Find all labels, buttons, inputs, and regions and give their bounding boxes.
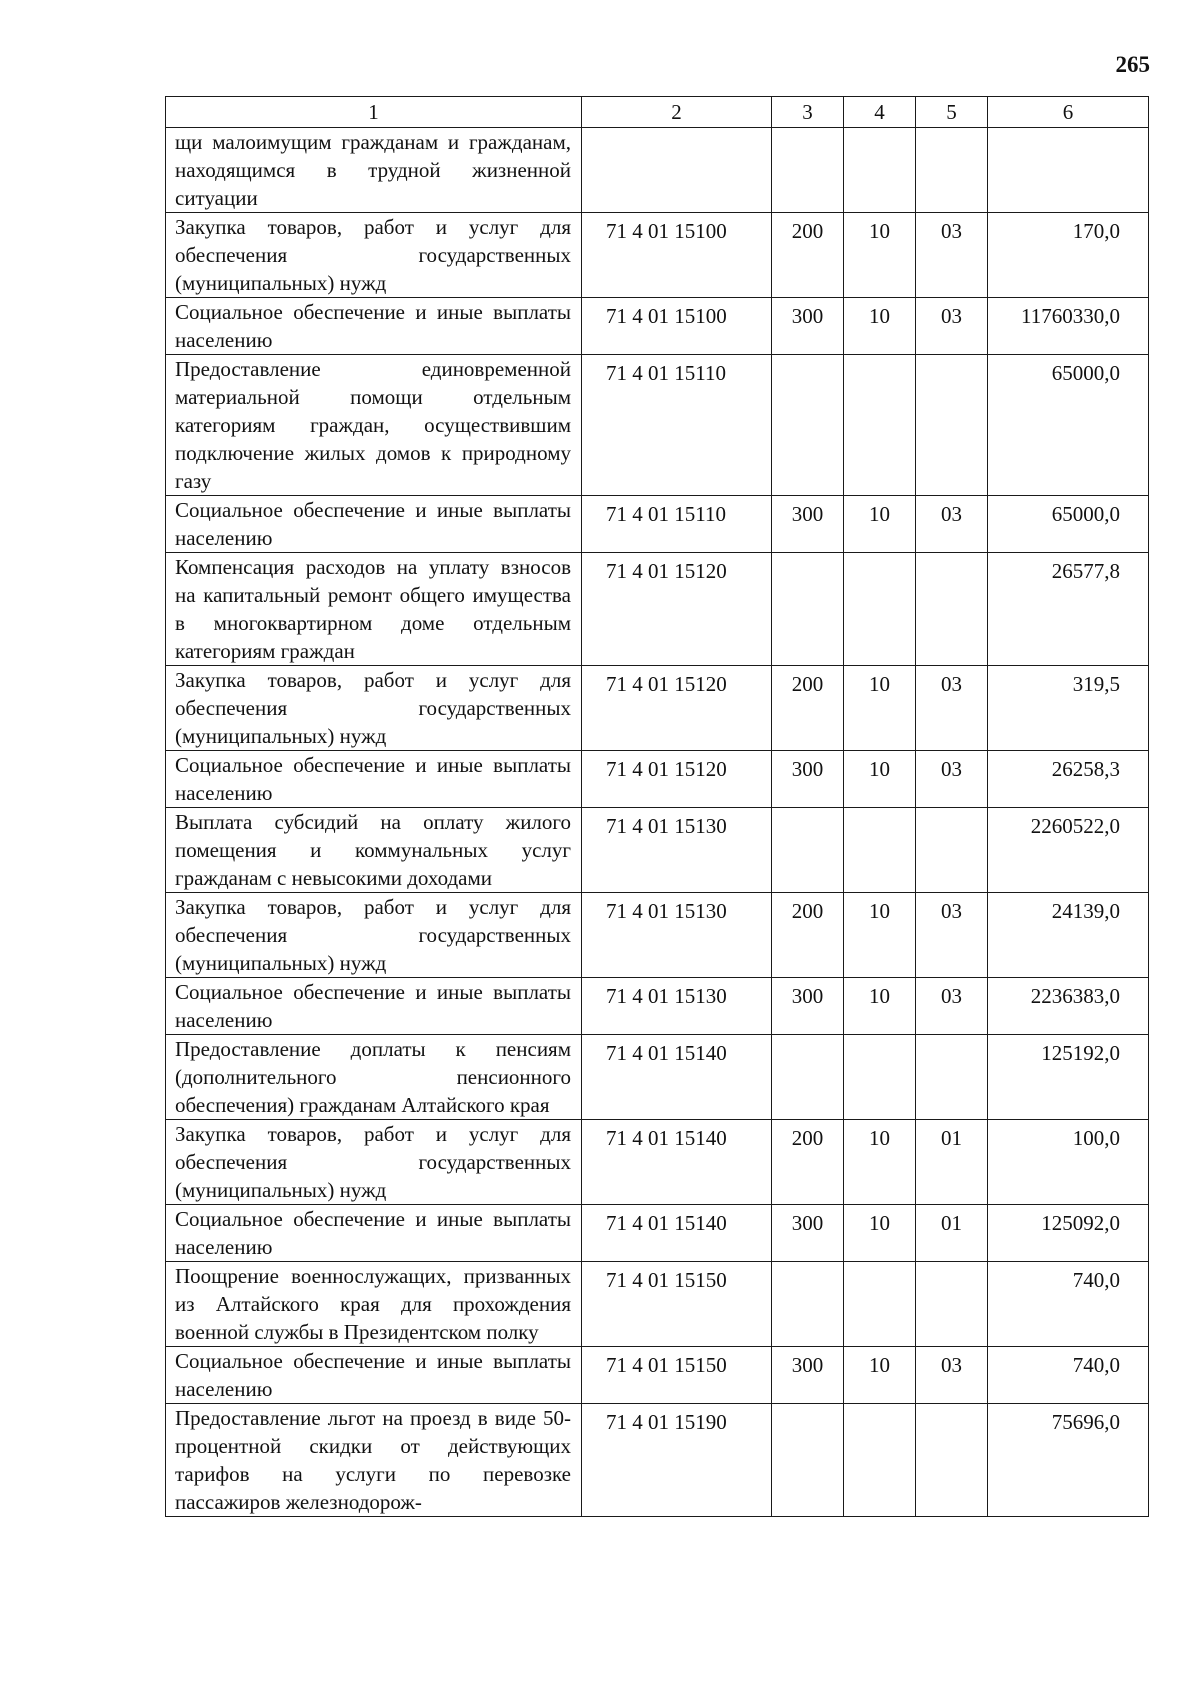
- row-col5-cell: 03: [916, 978, 988, 1035]
- table-row: [166, 1347, 1149, 1404]
- table-row: [166, 355, 1149, 496]
- row-col3-cell: [772, 1262, 844, 1347]
- column-header: 1: [166, 97, 582, 128]
- row-sum-cell: 740,0: [988, 1262, 1149, 1347]
- row-name-cell: Социальное обеспечение и иные выплаты населению: [166, 298, 582, 355]
- row-sum-cell: 2260522,0: [988, 808, 1149, 893]
- row-name-cell: Социальное обеспечение и иные выплаты населению: [166, 1205, 582, 1262]
- row-sum-cell: 65000,0: [988, 496, 1149, 553]
- row-col5-cell: 03: [916, 666, 988, 751]
- row-col3-cell: [772, 1035, 844, 1120]
- row-sum-cell: 2236383,0: [988, 978, 1149, 1035]
- table-row: [166, 751, 1149, 808]
- row-code-cell: 71 4 01 15130: [582, 808, 772, 893]
- column-header: 2: [582, 97, 772, 128]
- row-code-cell: 71 4 01 15130: [582, 978, 772, 1035]
- row-col4-cell: 10: [844, 496, 916, 553]
- row-col4-cell: [844, 128, 916, 213]
- row-col5-cell: [916, 128, 988, 213]
- row-name-cell: Социальное обеспечение и иные выплаты населению: [166, 978, 582, 1035]
- row-col5-cell: [916, 808, 988, 893]
- row-sum-cell: 26258,3: [988, 751, 1149, 808]
- row-code-cell: 71 4 01 15140: [582, 1120, 772, 1205]
- row-col5-cell: [916, 1404, 988, 1517]
- row-col5-cell: [916, 355, 988, 496]
- row-col3-cell: 300: [772, 496, 844, 553]
- row-code-cell: 71 4 01 15110: [582, 355, 772, 496]
- row-sum-cell: 319,5: [988, 666, 1149, 751]
- row-col5-cell: [916, 553, 988, 666]
- row-name-cell: Предоставление доплаты к пенсиям (дополнительного пенсионного обеспечения) гражданам Алтайского края: [166, 1035, 582, 1120]
- row-col4-cell: 10: [844, 298, 916, 355]
- row-col3-cell: 300: [772, 298, 844, 355]
- row-col4-cell: 10: [844, 666, 916, 751]
- table-row: [166, 128, 1149, 213]
- row-col4-cell: 10: [844, 213, 916, 298]
- row-code-cell: 71 4 01 15190: [582, 1404, 772, 1517]
- column-header: 5: [916, 97, 988, 128]
- row-col5-cell: 03: [916, 496, 988, 553]
- row-name-cell: Закупка товаров, работ и услуг для обеспечения государственных (муниципальных) нужд: [166, 1120, 582, 1205]
- row-col5-cell: [916, 1262, 988, 1347]
- row-col3-cell: [772, 553, 844, 666]
- row-name-cell: Закупка товаров, работ и услуг для обеспечения государственных (муниципальных) нужд: [166, 893, 582, 978]
- row-code-cell: 71 4 01 15120: [582, 751, 772, 808]
- row-col3-cell: 200: [772, 213, 844, 298]
- row-col4-cell: 10: [844, 1120, 916, 1205]
- table-row: [166, 978, 1149, 1035]
- row-code-cell: 71 4 01 15150: [582, 1262, 772, 1347]
- row-col5-cell: 01: [916, 1120, 988, 1205]
- row-name-cell: Выплата субсидий на оплату жилого помещения и коммунальных услуг гражданам с невысокими доходами: [166, 808, 582, 893]
- row-code-cell: 71 4 01 15140: [582, 1035, 772, 1120]
- table-row: [166, 808, 1149, 893]
- row-code-cell: 71 4 01 15140: [582, 1205, 772, 1262]
- row-col5-cell: [916, 1035, 988, 1120]
- row-col4-cell: [844, 355, 916, 496]
- row-col3-cell: 200: [772, 1120, 844, 1205]
- row-name-cell: Социальное обеспечение и иные выплаты населению: [166, 1347, 582, 1404]
- table-row: [166, 893, 1149, 978]
- header-row: [166, 97, 1149, 128]
- row-col4-cell: 10: [844, 751, 916, 808]
- row-code-cell: 71 4 01 15150: [582, 1347, 772, 1404]
- row-sum-cell: 170,0: [988, 213, 1149, 298]
- row-name-cell: Предоставление льгот на проезд в виде 50-процентной скидки от действующих тарифов на услуги по перевозке пассажиров железнодорож-: [166, 1404, 582, 1517]
- row-name-cell: Закупка товаров, работ и услуг для обеспечения государственных (муниципальных) нужд: [166, 213, 582, 298]
- row-col3-cell: [772, 808, 844, 893]
- row-code-cell: [582, 128, 772, 213]
- row-col4-cell: [844, 553, 916, 666]
- row-code-cell: 71 4 01 15100: [582, 213, 772, 298]
- row-col5-cell: 01: [916, 1205, 988, 1262]
- row-name-cell: Поощрение военнослужащих, призванных из Алтайского края для прохождения военной службы в Президентском полку: [166, 1262, 582, 1347]
- row-col3-cell: 300: [772, 751, 844, 808]
- row-col4-cell: 10: [844, 893, 916, 978]
- row-col4-cell: [844, 1035, 916, 1120]
- table-row: [166, 1262, 1149, 1347]
- row-name-cell: Предоставление единовременной материальной помощи отдельным категориям граждан, осуществившим подключение жилых домов к природному газу: [166, 355, 582, 496]
- row-sum-cell: 75696,0: [988, 1404, 1149, 1517]
- row-col5-cell: 03: [916, 298, 988, 355]
- row-col3-cell: [772, 355, 844, 496]
- row-col3-cell: [772, 1404, 844, 1517]
- row-col3-cell: 300: [772, 1347, 844, 1404]
- row-sum-cell: 24139,0: [988, 893, 1149, 978]
- table-row: [166, 666, 1149, 751]
- row-col5-cell: 03: [916, 1347, 988, 1404]
- row-col4-cell: [844, 808, 916, 893]
- row-col3-cell: 300: [772, 978, 844, 1035]
- row-name-cell: Закупка товаров, работ и услуг для обеспечения государственных (муниципальных) нужд: [166, 666, 582, 751]
- budget-table: [165, 96, 1149, 1517]
- row-col3-cell: 300: [772, 1205, 844, 1262]
- row-sum-cell: 740,0: [988, 1347, 1149, 1404]
- table-row: [166, 1404, 1149, 1517]
- table-row: [166, 213, 1149, 298]
- table-row: [166, 1120, 1149, 1205]
- row-col4-cell: [844, 1404, 916, 1517]
- row-col3-cell: [772, 128, 844, 213]
- row-name-cell: Социальное обеспечение и иные выплаты населению: [166, 496, 582, 553]
- row-col4-cell: 10: [844, 1347, 916, 1404]
- table-row: [166, 496, 1149, 553]
- row-sum-cell: [988, 128, 1149, 213]
- table-row: [166, 298, 1149, 355]
- row-col3-cell: 200: [772, 666, 844, 751]
- row-sum-cell: 100,0: [988, 1120, 1149, 1205]
- row-name-cell: щи малоимущим гражданам и гражданам, находящимся в трудной жизненной ситуации: [166, 128, 582, 213]
- table-row: [166, 1035, 1149, 1120]
- row-code-cell: 71 4 01 15120: [582, 666, 772, 751]
- table-row: [166, 1205, 1149, 1262]
- row-col5-cell: 03: [916, 213, 988, 298]
- row-col4-cell: 10: [844, 1205, 916, 1262]
- row-col4-cell: [844, 1262, 916, 1347]
- column-header: 6: [988, 97, 1149, 128]
- row-col5-cell: 03: [916, 751, 988, 808]
- row-name-cell: Социальное обеспечение и иные выплаты населению: [166, 751, 582, 808]
- row-col3-cell: 200: [772, 893, 844, 978]
- row-code-cell: 71 4 01 15120: [582, 553, 772, 666]
- row-code-cell: 71 4 01 15110: [582, 496, 772, 553]
- row-sum-cell: 26577,8: [988, 553, 1149, 666]
- row-col5-cell: 03: [916, 893, 988, 978]
- page-number: 265: [1115, 52, 1150, 77]
- table-row: [166, 553, 1149, 666]
- row-sum-cell: 65000,0: [988, 355, 1149, 496]
- column-header: 4: [844, 97, 916, 128]
- column-header: 3: [772, 97, 844, 128]
- row-name-cell: Компенсация расходов на уплату взносов на капитальный ремонт общего имущества в многоквартирном доме отдельным категориям граждан: [166, 553, 582, 666]
- row-sum-cell: 11760330,0: [988, 298, 1149, 355]
- row-sum-cell: 125192,0: [988, 1035, 1149, 1120]
- row-code-cell: 71 4 01 15130: [582, 893, 772, 978]
- row-col4-cell: 10: [844, 978, 916, 1035]
- row-code-cell: 71 4 01 15100: [582, 298, 772, 355]
- row-sum-cell: 125092,0: [988, 1205, 1149, 1262]
